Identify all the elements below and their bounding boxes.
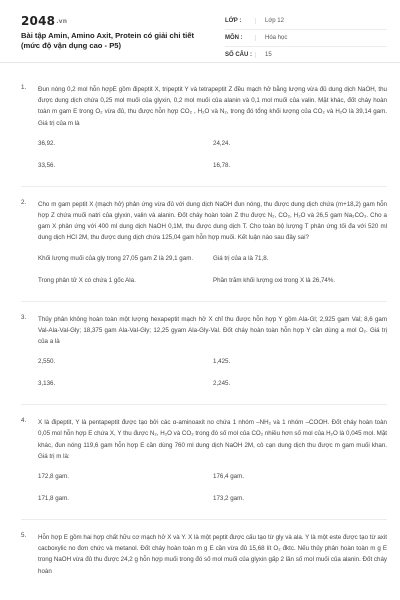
site-logo[interactable] bbox=[21, 14, 67, 28]
meta-label: SỐ CÂU : bbox=[225, 52, 252, 58]
question-item bbox=[21, 199, 387, 286]
answer-option[interactable]: Phần trăm khối lượng oxi trong X là 26,74%. bbox=[213, 276, 336, 284]
question-number: 2. bbox=[21, 198, 27, 206]
document-title: Bài tập Amin, Amino Axit, Protein có giải chi tiết (mức độ vận dụng cao - P5) bbox=[21, 31, 194, 50]
meta-label: LỚP : bbox=[225, 18, 242, 24]
meta-row-count bbox=[225, 47, 387, 63]
answer-option[interactable]: 172,8 gam. bbox=[38, 473, 69, 481]
question-text: X là đipeptit, Y là pentapeptit được tạo bởi các α-aminoaxit no chứa 1 nhóm –NH₂ và 1 nhóm –COOH. Đốt cháy hoàn toàn 0,05 mol hỗn hợp E chứa X, Y thu được N₂, H₂O và CO₂ trong đó số mol của CO₂ nhiều hơn số mol của H₂O là 0,045 mol. Mặt khác, đun nóng 119,6 gam hỗn hợp E cần dùng 760 ml dung dịch NaOH 2M, cô cạn dung dịch thu được m gam muối khan. Giá trị m là: bbox=[38, 419, 387, 460]
answer-option[interactable]: 2,245. bbox=[213, 380, 231, 388]
question-text: Thủy phân không hoàn toàn một lượng hexapeptit mạch hở X chỉ thu được hỗn hợp Y gồm Ala-Gl; 2,925 gam Val; 8,6 gam Val-Ala-Val-Gly; 18,375 gam Ala-Val-Gly; 12,25 gyam Ala-Gly-Val. Đốt cháy hoàn toàn hỗn hợp Y cần dùng a mol O₂. Giá trị của a là bbox=[38, 315, 387, 346]
question-number: 1. bbox=[21, 84, 27, 91]
question-divider bbox=[21, 186, 387, 187]
question-text: Đun nóng 0,2 mol hỗn hợpE gồm đipeptit X, tripeptit Y và tetrapeptit Z đều mạch hở bằng lượng vừa đủ dung dịch NaOH, thu được dung dịch chứa 0,25 mol muối của glyxin, 0,2 mol muối của alanin và 0,1 mol muối của valin. Mặt khác, đốt cháy hoàn toàn m gam E trong O₂ vừa đủ, thu được hỗn hợp CO₂ , H₂O và N₂, trong đó tổng khối lượng của CO₂ và H₂O là 39,14 gam. Giá trị của m là bbox=[38, 86, 387, 127]
question-divider bbox=[21, 404, 387, 405]
meta-row-class bbox=[225, 13, 387, 30]
answer-option[interactable]: 3,136. bbox=[38, 380, 56, 388]
question-item bbox=[21, 532, 387, 577]
answer-option[interactable]: 176,4 gam. bbox=[213, 473, 244, 481]
meta-value: Hóa học bbox=[255, 35, 287, 41]
question-text: Hỗn hợp E gồm hai hợp chất hữu cơ mạch hở X và Y. X là một peptit được cấu tạo từ gly và ala. Y là một este được tạo từ axit cacboxylic no đơn chức và metanol. Đốt cháy hoàn toàn m g E cần vừa đủ 15,68 lít O₂ đktc. Nếu thủy phân hoàn toàn m g E trong NaOH vừa đủ thu được 24,2 g hỗn hợp muối trong đó số mol muối của glyxin gấp 2 lần số mol muối của alanin. Đốt cháy hoàn bbox=[38, 534, 387, 575]
answer-option[interactable]: Giá trị của a là 71,8. bbox=[213, 254, 269, 262]
answer-options bbox=[38, 472, 387, 504]
question-item bbox=[21, 417, 387, 504]
question-number: 4. bbox=[21, 417, 27, 425]
question-list bbox=[0, 84, 400, 592]
answer-option[interactable]: 36,92. bbox=[38, 139, 56, 147]
logo-suffix: .vn bbox=[56, 18, 68, 25]
answer-option[interactable]: Trong phân tử X có chứa 1 gốc Ala. bbox=[38, 276, 136, 284]
logo-text: 2048 bbox=[21, 14, 56, 28]
answer-options bbox=[38, 139, 387, 171]
meta-label: MÔN : bbox=[225, 35, 243, 41]
answer-options bbox=[38, 357, 387, 389]
question-divider bbox=[21, 301, 387, 302]
page-header bbox=[0, 0, 400, 63]
question-text: Cho m gam peptit X (mạch hở) phản ứng vừa đủ với dung dịch NaOH đun nóng, thu được dung dịch chứa (m+18,2) gam hỗn hợp Z chứa muối natri của glyxin, valin và alanin. Đốt cháy hoàn toàn Z thu được N₂, CO₂, H₂O và 26,5 gam Na₂CO₃. Cho a gam X phản ứng với 400 ml dung dịch NaOH 0,1M, thu được dung dịch T. Cho toàn bộ lượng T phản ứng tối đa với 520 ml dung dịch HCl 2M, thu được dung dịch chứa 125,04 gam hỗn hợp muối. Kết luận nào sau đây sai? bbox=[38, 200, 387, 242]
meta-value: 15 bbox=[255, 52, 272, 58]
meta-info-table bbox=[225, 13, 387, 63]
answer-option[interactable]: 2,550. bbox=[38, 358, 56, 366]
question-number: 3. bbox=[21, 313, 27, 321]
answer-option[interactable]: 16,78. bbox=[213, 161, 231, 169]
answer-option[interactable]: 24,24. bbox=[213, 139, 231, 147]
question-number: 5. bbox=[21, 532, 27, 540]
answer-options bbox=[38, 254, 387, 286]
question-item bbox=[21, 314, 387, 390]
question-divider bbox=[21, 519, 387, 520]
question-item bbox=[21, 84, 387, 171]
answer-option[interactable]: 33,56. bbox=[38, 161, 56, 169]
answer-option[interactable]: 173,2 gam. bbox=[213, 495, 244, 503]
answer-option[interactable]: Khối lượng muối của gly trong 27,05 gam Z là 29,1 gam. bbox=[38, 254, 194, 262]
answer-option[interactable]: 171,8 gam. bbox=[38, 495, 69, 503]
answer-option[interactable]: 1,425. bbox=[213, 358, 231, 366]
meta-row-subject bbox=[225, 30, 387, 47]
meta-value: Lớp 12 bbox=[255, 18, 284, 24]
